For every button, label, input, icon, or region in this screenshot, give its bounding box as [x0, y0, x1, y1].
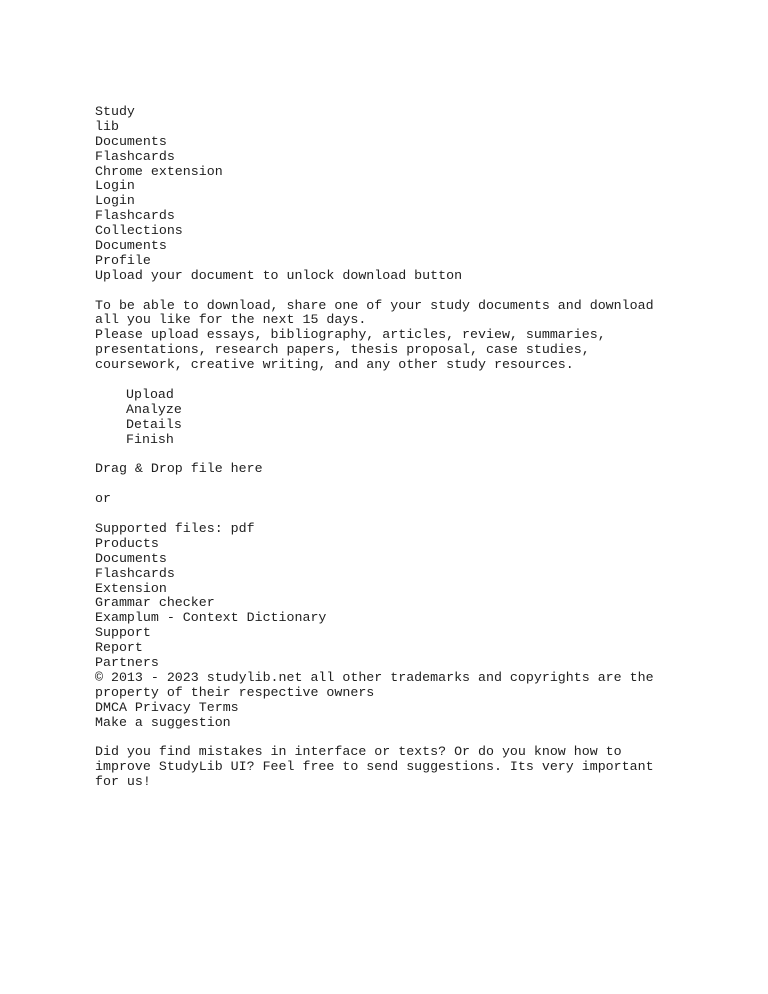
footer-link-privacy[interactable]: Privacy	[134, 699, 191, 715]
spacer	[95, 477, 695, 492]
login-button[interactable]: Login	[95, 178, 135, 194]
logo-lib[interactable]: lib	[95, 118, 119, 134]
supported-files: Supported files: pdf	[95, 521, 255, 537]
spacer	[95, 373, 695, 388]
drop-zone-text[interactable]: Drag & Drop file here	[95, 461, 263, 477]
step-details: Details	[126, 416, 182, 432]
logo-study[interactable]: Study	[95, 104, 135, 119]
menu-profile[interactable]: Profile	[95, 252, 151, 268]
footer-products-heading: Products	[95, 535, 159, 551]
spacer	[95, 731, 695, 746]
or-separator: or	[95, 491, 111, 507]
suggestion-text: Did you find mistakes in interface or texts? Or do you know how to improve StudyLib UI? Feel free to send suggestions. Its very important for us!	[95, 744, 654, 790]
footer-link-examplum[interactable]: Examplum - Context Dictionary	[95, 610, 327, 626]
footer-support-heading: Support	[95, 625, 151, 641]
spacer	[95, 507, 695, 522]
footer-link-documents[interactable]: Documents	[95, 550, 167, 566]
footer-link-flashcards[interactable]: Flashcards	[95, 565, 175, 581]
footer-link-terms[interactable]: Terms	[198, 699, 239, 715]
nav-chrome-extension[interactable]: Chrome extension	[95, 163, 223, 179]
menu-documents[interactable]: Documents	[95, 238, 167, 254]
footer-link-report[interactable]: Report	[95, 640, 143, 656]
menu-flashcards[interactable]: Flashcards	[95, 208, 175, 224]
step-upload: Upload	[126, 387, 174, 402]
menu-collections[interactable]: Collections	[95, 223, 183, 239]
footer-link-grammar-checker[interactable]: Grammar checker	[95, 595, 215, 611]
footer-link-extension[interactable]: Extension	[95, 580, 167, 596]
legal-links	[95, 701, 695, 716]
footer-link-partners[interactable]: Partners	[95, 655, 159, 671]
login-link[interactable]: Login	[95, 193, 135, 209]
suggestion-title: Make a suggestion	[95, 714, 231, 730]
page-content	[95, 105, 695, 790]
upload-resources-text: Please upload essays, bibliography, articles, review, summaries, presentations, research papers, thesis proposal, case studies, coursework, creative writing, and any other study resources.	[95, 327, 606, 373]
footer-link-dmca[interactable]: DMCA	[95, 699, 127, 715]
copyright: © 2013 - 2023 studylib.net all other trademarks and copyrights are the property of their respective owners	[95, 669, 654, 700]
nav-flashcards[interactable]: Flashcards	[95, 148, 175, 164]
nav-documents[interactable]: Documents	[95, 133, 167, 149]
step-analyze: Analyze	[126, 401, 182, 417]
step-finish: Finish	[126, 431, 174, 447]
spacer	[95, 284, 695, 299]
upload-modal-title: Upload your document to unlock download button	[95, 267, 463, 283]
upload-description: To be able to download, share one of your study documents and download all you like for the next 15 days.	[95, 297, 654, 328]
spacer	[95, 448, 695, 463]
